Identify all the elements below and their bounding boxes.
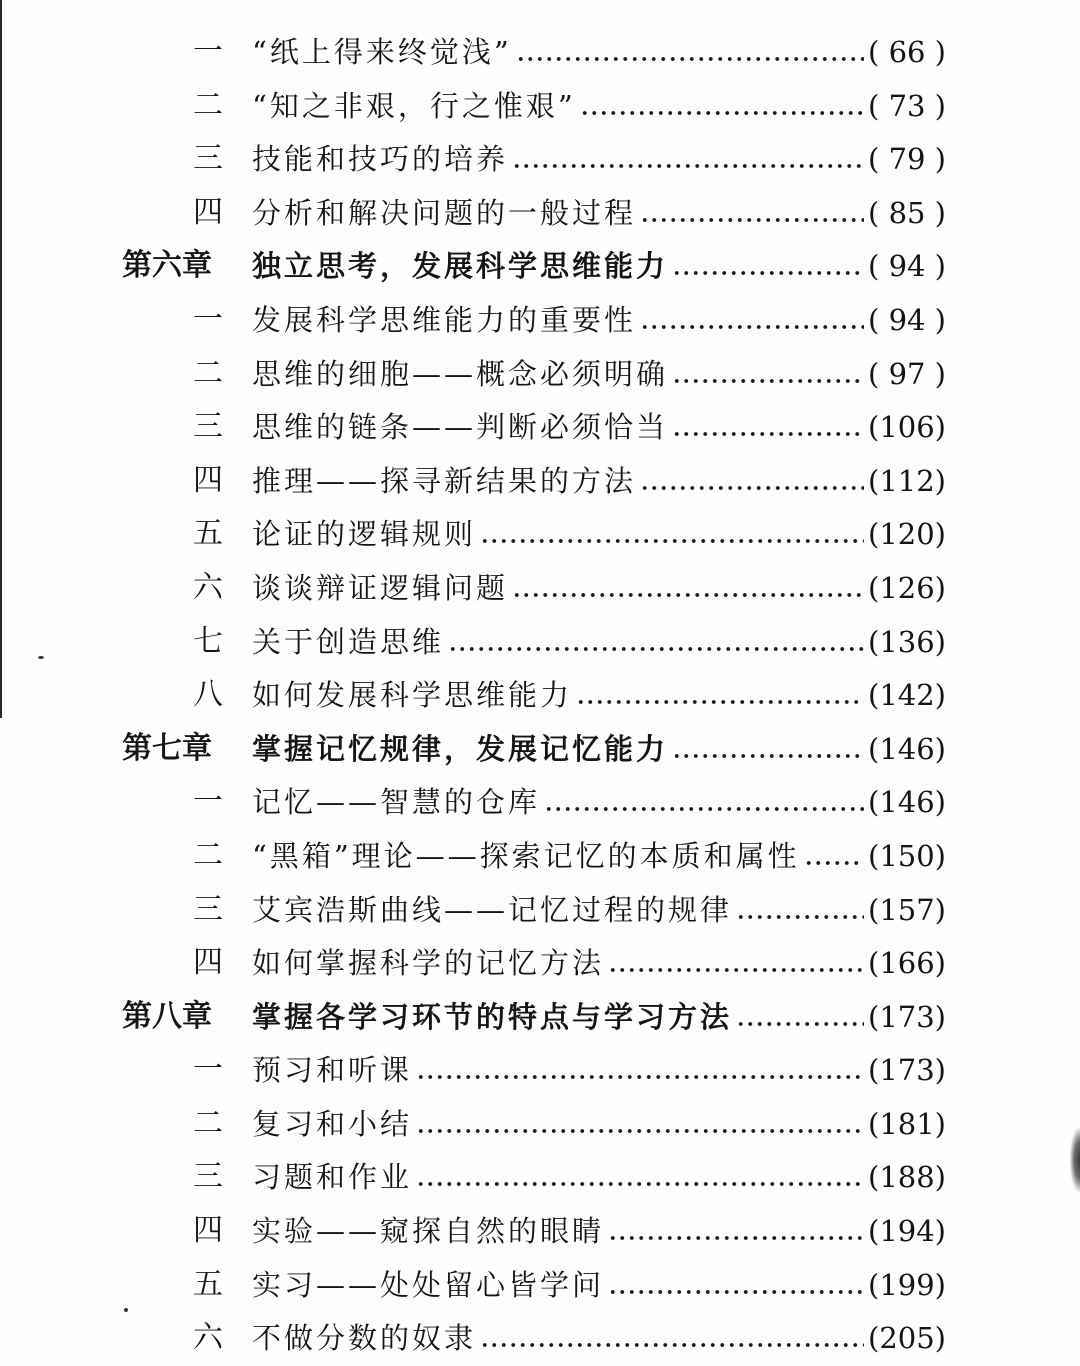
section-title: “纸上得来终觉浅” (252, 35, 512, 69)
section-title: 如何掌握科学的记忆方法 (252, 946, 605, 981)
section-number: 一 (193, 34, 223, 69)
toc-section-entry (0, 830, 1080, 884)
dot-leader (736, 1021, 864, 1027)
section-number: 三 (193, 409, 223, 445)
dot-leader (736, 914, 864, 920)
page-number: ( 94 ) (868, 249, 946, 284)
dot-leader (512, 163, 864, 169)
page-number: (199) (868, 1267, 946, 1302)
section-title: 记忆——智慧的仓库 (252, 785, 541, 820)
toc-section-entry (0, 669, 1080, 723)
toc-chapter-entry (0, 723, 1080, 777)
page-number: (173) (868, 999, 946, 1034)
toc-section-entry (0, 937, 1080, 991)
toc-section-entry (0, 1098, 1080, 1152)
dot-leader (544, 806, 864, 812)
section-number: 五 (193, 1266, 223, 1302)
dot-leader (672, 753, 864, 759)
section-title: 习题和作业 (252, 1160, 413, 1195)
dot-leader (640, 485, 864, 491)
dot-leader (416, 1074, 864, 1080)
page-number: ( 73 ) (868, 88, 946, 123)
page-number: (173) (868, 1053, 946, 1088)
entry-title-line (252, 191, 864, 235)
section-title: 技能和技巧的培养 (252, 142, 509, 177)
section-title: 艾宾浩斯曲线——记忆过程的规律 (252, 892, 733, 927)
section-number: 四 (193, 194, 223, 230)
toc-section-entry (0, 1205, 1080, 1259)
page-number: (126) (868, 570, 946, 605)
entry-title-line (252, 834, 864, 878)
chapter-number: 第六章 (122, 248, 212, 284)
dot-leader (804, 860, 864, 866)
section-number: 一 (193, 784, 223, 820)
dot-leader (576, 699, 864, 705)
entry-title-line (252, 1102, 864, 1146)
section-title: 实习——处处留心皆学问 (252, 1267, 605, 1302)
section-number: 八 (193, 677, 223, 713)
dot-leader (516, 56, 864, 62)
section-title: “黑箱”理论——探索记忆的本质和属性 (252, 838, 800, 873)
toc-section-entry (0, 80, 1080, 134)
dot-leader (672, 270, 864, 276)
section-number: 三 (193, 1159, 223, 1195)
section-number: 四 (193, 945, 223, 981)
entry-title-line (252, 137, 864, 181)
dot-leader (640, 324, 864, 330)
entry-title-line (252, 995, 864, 1039)
chapter-title: 独立思考，发展科学思维能力 (252, 249, 669, 284)
dot-leader (416, 1181, 864, 1187)
section-number: 三 (193, 141, 223, 177)
entry-title-line (252, 244, 864, 288)
dot-leader (672, 378, 864, 384)
toc-section-entry (0, 1259, 1080, 1313)
dot-leader (672, 431, 864, 437)
page-number: (181) (868, 1106, 946, 1141)
toc-section-entry (0, 884, 1080, 938)
entry-title-line (252, 566, 864, 610)
page-number: ( 94 ) (868, 302, 946, 337)
page-number: (146) (868, 785, 946, 820)
section-number: 二 (193, 1105, 223, 1141)
section-title: 思维的链条——判断必须恰当 (252, 410, 669, 445)
toc-section-entry (0, 616, 1080, 670)
toc-section-entry (0, 1044, 1080, 1098)
section-title: 关于创造思维 (252, 624, 445, 659)
section-number: 六 (193, 569, 223, 605)
chapter-number: 第七章 (122, 730, 212, 766)
section-title: 如何发展科学思维能力 (252, 678, 573, 713)
entry-title-line (252, 352, 864, 396)
dot-leader (512, 592, 864, 598)
entry-title-line (252, 673, 864, 717)
dot-leader (480, 538, 864, 544)
section-number: 五 (193, 516, 223, 552)
page-number: (157) (868, 892, 946, 927)
section-title: “知之非艰，行之惟艰” (252, 88, 576, 123)
section-title: 谈谈辩证逻辑问题 (252, 570, 509, 605)
page-number: (120) (868, 517, 946, 552)
section-number: 七 (193, 623, 223, 659)
section-title: 发展科学思维能力的重要性 (252, 302, 637, 337)
page-number: (166) (868, 946, 946, 981)
toc-chapter-entry (0, 991, 1080, 1045)
section-title: 分析和解决问题的一般过程 (252, 195, 637, 230)
entry-title-line (252, 620, 864, 664)
toc-section-entry (0, 26, 1080, 80)
toc-section-entry (0, 1312, 1080, 1366)
dot-leader (640, 217, 864, 223)
chapter-title: 掌握各学习环节的特点与学习方法 (252, 999, 733, 1034)
dot-leader (480, 1342, 864, 1348)
section-title: 实验——窥探自然的眼睛 (252, 1214, 605, 1249)
toc-section-entry (0, 776, 1080, 830)
dot-leader (608, 967, 864, 973)
page-number: (150) (868, 838, 946, 873)
dot-leader (416, 1128, 864, 1134)
entry-title-line (252, 1316, 864, 1360)
section-title: 不做分数的奴隶 (252, 1321, 477, 1356)
entry-title-line (252, 298, 864, 342)
section-number: 四 (193, 462, 223, 498)
section-number: 一 (193, 301, 223, 337)
toc-section-entry (0, 133, 1080, 187)
entry-title-line (252, 727, 864, 771)
toc-section-entry (0, 455, 1080, 509)
section-number: 一 (193, 1052, 223, 1088)
entry-title-line (252, 1048, 864, 1092)
section-title: 论证的逻辑规则 (252, 517, 477, 552)
page-number: ( 79 ) (868, 142, 946, 177)
entry-title-line (252, 1209, 864, 1253)
entry-title-line (252, 512, 864, 556)
toc-chapter-entry (0, 240, 1080, 294)
entry-title-line (252, 780, 864, 824)
section-number: 二 (193, 837, 223, 873)
page-number: (142) (868, 678, 946, 713)
toc-section-entry (0, 1151, 1080, 1205)
table-of-contents (0, 26, 1080, 1366)
section-number: 二 (193, 87, 223, 123)
section-title: 推理——探寻新结果的方法 (252, 463, 637, 498)
page-number: ( 85 ) (868, 195, 946, 230)
page-number: (112) (868, 463, 946, 498)
toc-section-entry (0, 562, 1080, 616)
section-number: 六 (193, 1320, 223, 1356)
toc-section-entry (0, 401, 1080, 455)
page-number: (188) (868, 1160, 946, 1195)
page-number: (194) (868, 1214, 946, 1249)
section-number: 四 (193, 1213, 223, 1249)
page-number: ( 97 ) (868, 356, 946, 391)
entry-title-line (252, 30, 864, 74)
entry-title-line (252, 405, 864, 449)
page-number: ( 66 ) (868, 35, 946, 69)
section-title: 复习和小结 (252, 1106, 413, 1141)
toc-section-entry (0, 187, 1080, 241)
page-number: (106) (868, 410, 946, 445)
section-title: 预习和听课 (252, 1053, 413, 1088)
dot-leader (608, 1235, 864, 1241)
entry-title-line (252, 84, 864, 128)
section-title: 思维的细胞——概念必须明确 (252, 356, 669, 391)
entry-title-line (252, 888, 864, 932)
dot-leader (580, 110, 864, 116)
toc-section-entry (0, 294, 1080, 348)
page-number: (136) (868, 624, 946, 659)
chapter-number: 第八章 (122, 998, 212, 1034)
page-number: (146) (868, 731, 946, 766)
toc-section-entry (0, 348, 1080, 402)
page-number: (205) (868, 1321, 946, 1356)
dot-leader (608, 1289, 864, 1295)
chapter-title: 掌握记忆规律，发展记忆能力 (252, 731, 669, 766)
entry-title-line (252, 459, 864, 503)
section-number: 二 (193, 355, 223, 391)
dot-leader (448, 646, 864, 652)
entry-title-line (252, 1155, 864, 1199)
toc-section-entry (0, 508, 1080, 562)
section-number: 三 (193, 891, 223, 927)
entry-title-line (252, 1263, 864, 1307)
entry-title-line (252, 941, 864, 985)
